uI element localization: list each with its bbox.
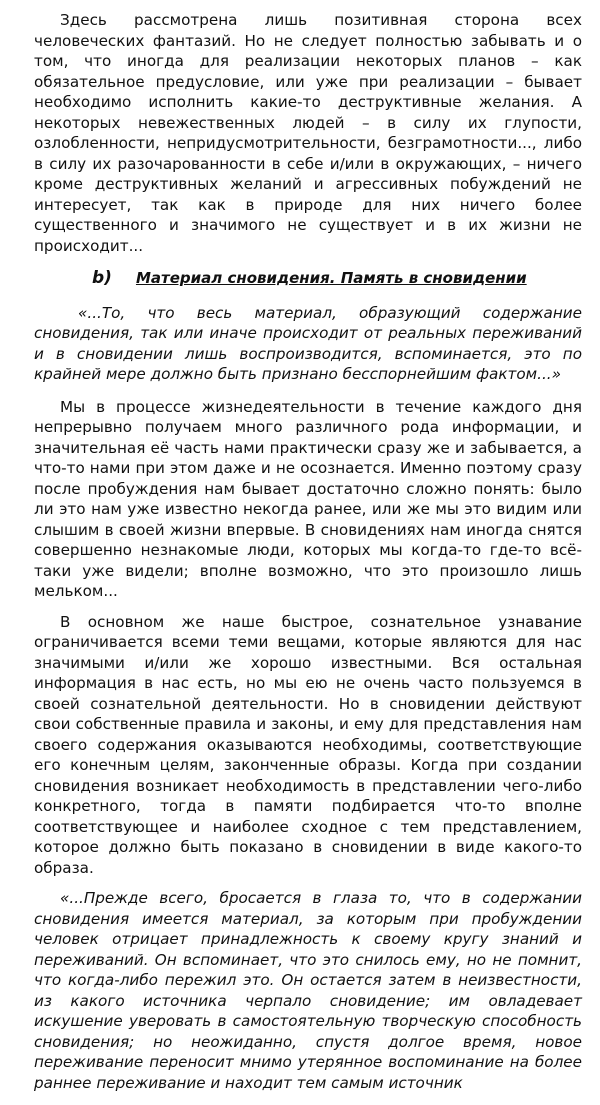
quote-dream-source: «...Прежде всего, бросается в глаза то, что в содержании сновидения имеется материал, за которым при пробуждении человек отрицает принадлежность к своему кругу знаний и переживаний. Он вспоминает, что это снилось ему, но не помнит, что когда-либо пережил это. Он остается затем в неизвестности, из какого источника черпало сновидение; им овладевает искушение уверовать в самостоятельную творческую способность сновидения; но неожиданно, спустя долгое время, новое переживание переносит мнимо утерянное воспоминание на более раннее переживание и находит тем самым источник: [34, 889, 582, 1092]
paragraph-recognition: В основном же наше быстрое, сознательное узнавание ограничивается всеми теми вещами, которые являются для нас значимыми и/или же хорошо известными. Вся остальная информация в нас есть, но мы ею не очень часто пользуемся в своей сознательной деятельности. Но в сновидении действуют свои собственные правила и законы, и ему для представления нам своего содержания оказываются необходимы, соответствующие его конечным целям, законченные образы. Когда при создании сновидения возникает необходимость в представлении чего-либо конкретного, тогда в памяти подбирается что-то вполне соответствующее и наиболее сходное с тем представлением, которое должно быть показано в сновидении в виде какого-то образа.: [34, 612, 582, 877]
paragraph-destructive-desires: Здесь рассмотрена лишь позитивная сторона всех человеческих фантазий. Но не следует полностью забывать и о том, что иногда для реализации некоторых планов – как обязательное предусловие, или уже при реализации – бывает необходимо исполнить какие-то деструктивные желания. А некоторых невежественных людей – в силу их глупости, озлобленности, непридусмотрительности, безграмотности..., либо в силу их разочарованности в себе и/или в окружающих, – ничего кроме деструктивных желаний и агрессивных побуждений не интересует, так как в природе для них ничего более существенного и значимого не существует и в их жизни не происходит...: [34, 11, 582, 255]
quote-dream-material: «...То, что весь материал, образующий содержание сновидения, так или иначе происходит от реальных переживаний и в сновидении лишь воспроизводится, вспоминается, это по крайней мере должно быть признано бесспорнейшим фактом...»: [34, 303, 582, 383]
document-page: [34, 10, 582, 1105]
paragraph-daily-information: Мы в процессе жизнедеятельности в течение каждого дня непрерывно получаем много различного рода информации, и значительная её часть нами практически сразу же и забывается, а что-то нами при этом даже и не осознается. Именно поэтому сразу после пробуждения нам бывает достаточно сложно понять: было ли это нам уже известно некогда ранее, или же мы это видим или слышим в своей жизни впервые. В сновидениях нам иногда снятся совершенно незнакомые люди, которых мы когда-то где-то всё-таки уже видели; вполне возможно, что это произошло лишь мельком...: [34, 397, 582, 600]
section-number: b): [92, 268, 112, 288]
section-heading: [92, 268, 582, 289]
section-title: Материал сновидения. Память в сновидении: [135, 269, 527, 287]
